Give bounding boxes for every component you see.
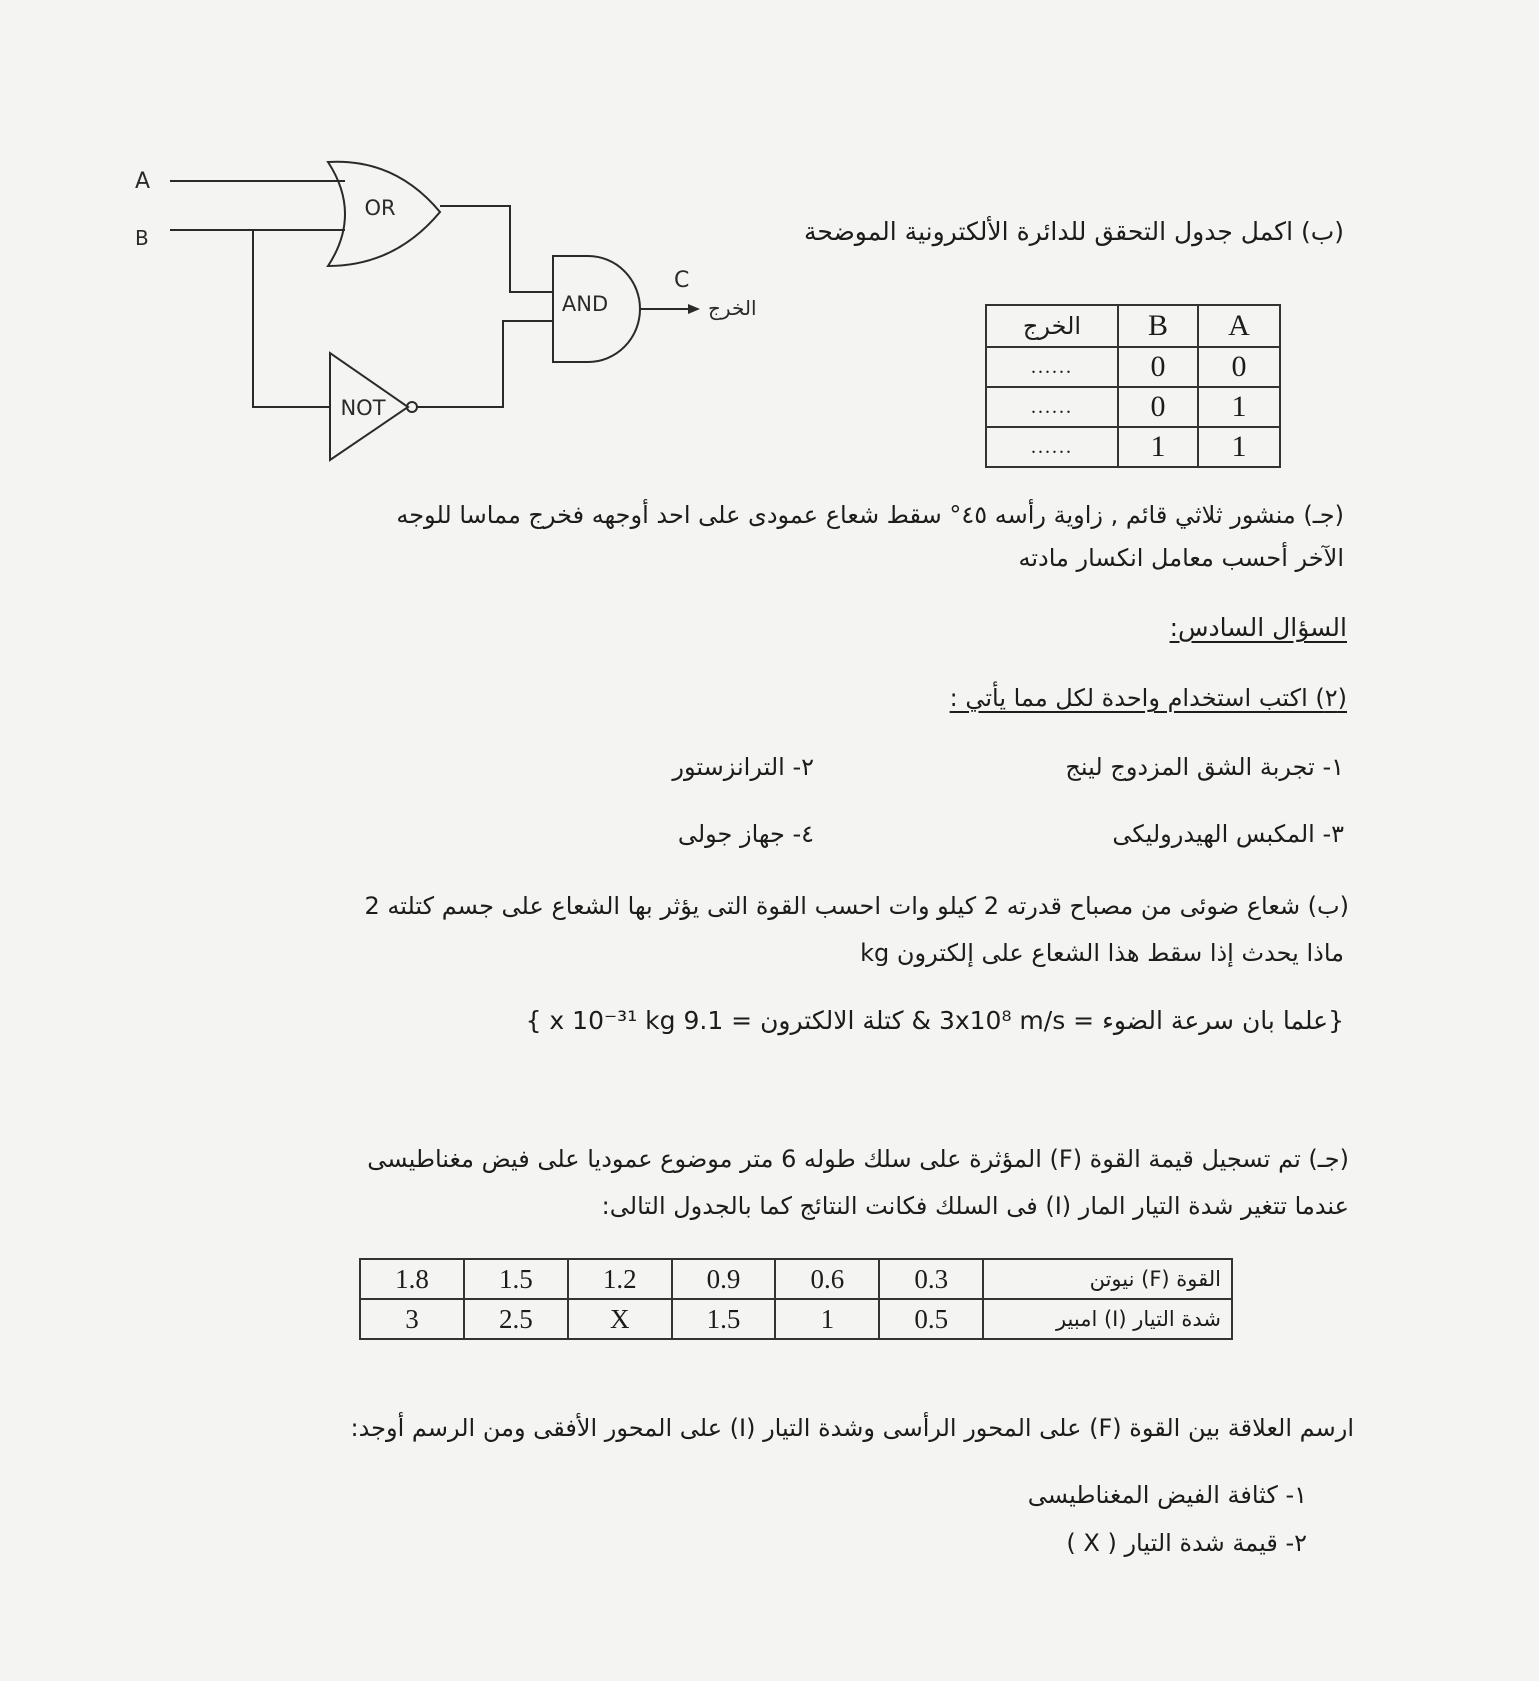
q6-item-1: ١- تجربة الشق المزدوج لينج bbox=[1065, 753, 1344, 781]
output-letter: C bbox=[674, 268, 690, 293]
q-c-prism-line1: (جـ) منشور ثلاثي قائم , زاوية رأسه ٤٥° سقط شعاع عمودى على احد أوجهه فخرج مماسا للوجه bbox=[396, 501, 1344, 529]
force-value: 1.2 bbox=[568, 1259, 672, 1299]
table-row bbox=[986, 387, 1280, 427]
output-arrowhead bbox=[688, 304, 700, 314]
truth-cell-blank: ...... bbox=[986, 427, 1118, 467]
truth-header-b: B bbox=[1118, 305, 1198, 347]
wire-not-to-and bbox=[417, 321, 553, 407]
wire-or-to-and bbox=[440, 206, 553, 292]
table-row bbox=[360, 1299, 1232, 1339]
q6-item-4: ٤- جهاز جولى bbox=[677, 820, 814, 848]
force-row-label: القوة (F) نيوتن bbox=[983, 1259, 1232, 1299]
q6-part-b-line1: (ب) شعاع ضوئى من مصباح قدرته 2 كيلو وات احسب القوة التى يؤثر بها الشعاع على جسم كتلته 2 bbox=[364, 892, 1349, 920]
q-c-prism-line2: الآخر أحسب معامل انكسار مادته bbox=[1018, 544, 1344, 572]
truth-cell-blank: ...... bbox=[986, 347, 1118, 387]
force-current-table bbox=[359, 1258, 1233, 1340]
current-value: X bbox=[568, 1299, 672, 1339]
input-b-label: B bbox=[135, 226, 149, 250]
current-value: 3 bbox=[360, 1299, 464, 1339]
table-row bbox=[360, 1259, 1232, 1299]
force-value: 0.6 bbox=[775, 1259, 879, 1299]
not-gate-label: NOT bbox=[340, 396, 386, 420]
current-value: 0.5 bbox=[879, 1299, 983, 1339]
force-value: 0.3 bbox=[879, 1259, 983, 1299]
truth-cell: 1 bbox=[1198, 427, 1280, 467]
input-a-label: A bbox=[135, 169, 151, 194]
table-row bbox=[986, 427, 1280, 467]
current-value: 1.5 bbox=[672, 1299, 776, 1339]
logic-circuit-diagram bbox=[0, 0, 800, 480]
q6-part-b-line2: kg ماذا يحدث إذا سقط هذا الشعاع على إلكترون bbox=[860, 939, 1344, 967]
force-value: 0.9 bbox=[672, 1259, 776, 1299]
or-gate-label: OR bbox=[364, 196, 396, 220]
q6-part-c-line1: (جـ) تم تسجيل قيمة القوة (F) المؤثرة على سلك طوله 6 متر موضوع عموديا على فيض مغناطيسى bbox=[367, 1145, 1349, 1173]
and-gate-label: AND bbox=[561, 292, 609, 316]
wire-b-branch bbox=[253, 230, 330, 407]
q6-part-c-line2: عندما تتغير شدة التيار المار (I) فى السلك فكانت النتائج كما بالجدول التالى: bbox=[601, 1192, 1349, 1220]
truth-cell: 0 bbox=[1118, 347, 1198, 387]
truth-cell: 1 bbox=[1198, 387, 1280, 427]
q6-title: السؤال السادس: bbox=[1169, 613, 1347, 642]
truth-table bbox=[985, 304, 1281, 468]
q6-part-b-constants: {علما بان سرعة الضوء = 3x10⁸ m/s & كتلة الالكترون = 9.1 x 10⁻³¹ kg } bbox=[525, 1006, 1344, 1035]
truth-cell: 1 bbox=[1118, 427, 1198, 467]
truth-header-a: A bbox=[1198, 305, 1280, 347]
force-value: 1.8 bbox=[360, 1259, 464, 1299]
current-value: 2.5 bbox=[464, 1299, 568, 1339]
force-value: 1.5 bbox=[464, 1259, 568, 1299]
current-row-label: شدة التيار (I) امبير bbox=[983, 1299, 1232, 1339]
output-label: الخرج bbox=[708, 296, 757, 320]
q-b-logic-text: (ب) اكمل جدول التحقق للدائرة الألكترونية الموضحة bbox=[804, 217, 1344, 246]
q6-find-2: ٢- قيمة شدة التيار ( X ) bbox=[1066, 1529, 1307, 1557]
truth-cell-blank: ...... bbox=[986, 387, 1118, 427]
q6-item-3: ٣- المكبس الهيدروليكى bbox=[1112, 820, 1344, 848]
table-row bbox=[986, 347, 1280, 387]
q6-item-2: ٢- الترانزستور bbox=[672, 753, 814, 781]
current-value: 1 bbox=[775, 1299, 879, 1339]
truth-cell: 0 bbox=[1198, 347, 1280, 387]
truth-header-output: الخرج bbox=[986, 305, 1118, 347]
q6-part-c-instruction: ارسم العلاقة بين القوة (F) على المحور الرأسى وشدة التيار (I) على المحور الأفقى ومن الرسم أوجد: bbox=[350, 1414, 1354, 1442]
q6-part-a-title: (٢) اكتب استخدام واحدة لكل مما يأتي : bbox=[949, 684, 1347, 712]
q6-find-1: ١- كثافة الفيض المغناطيسى bbox=[1027, 1481, 1307, 1509]
table-row bbox=[986, 305, 1280, 347]
truth-cell: 0 bbox=[1118, 387, 1198, 427]
